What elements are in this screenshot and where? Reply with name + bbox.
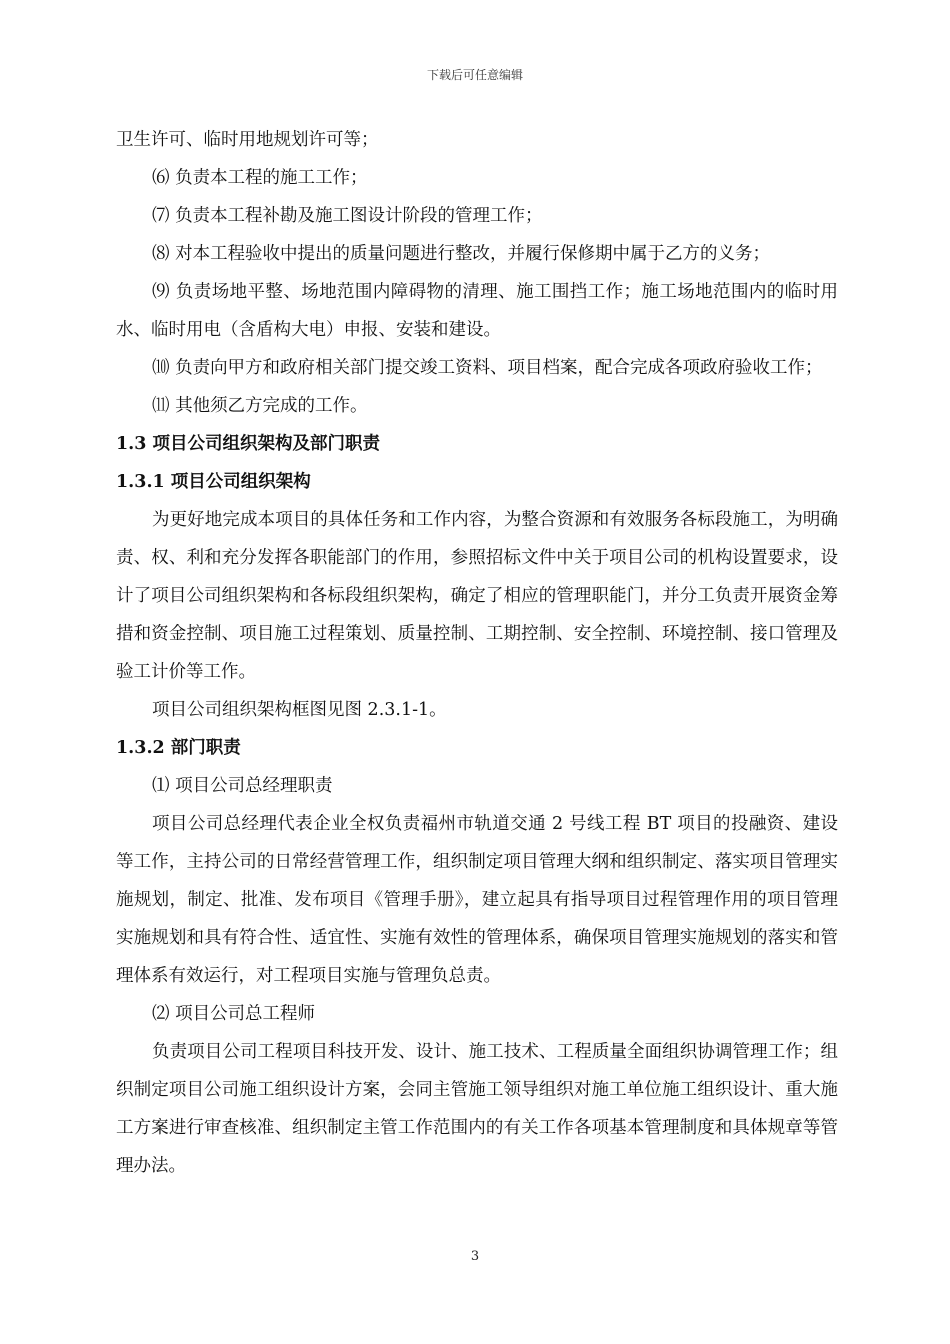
paragraph: 为更好地完成本项目的具体任务和工作内容，为整合资源和有效服务各标段施工，为明确责、权、利和充分发挥各职能部门的作用，参照招标文件中关于项目公司的机构设置要求，设计了项目公司组织架构和各标段组织架构，确定了相应的管理职能门，并分工负责开展资金筹措和资金控制、项目施工过程策划、质量控制、工期控制、安全控制、环境控制、接口管理及验工计价等工作。: [116, 510, 838, 682]
paragraph: 负责项目公司工程项目科技开发、设计、施工技术、工程质量全面组织协调管理工作；组织制定项目公司施工组织设计方案，会同主管施工领导组织对施工单位施工组织设计、重大施工方案进行审查核准、组织制定主管工作范围内的有关工作各项基本管理制度和具体规章等管理办法。: [116, 1042, 838, 1176]
list-item: ⑻ 对本工程验收中提出的质量问题进行整改，并履行保修期中属于乙方的义务；: [152, 244, 771, 264]
list-item: ⑺ 负责本工程补勘及施工图设计阶段的管理工作；: [152, 206, 543, 226]
list-item: ⑽ 负责向甲方和政府相关部门提交竣工资料、项目档案，配合完成各项政府验收工作；: [152, 358, 823, 378]
paragraph: 项目公司组织架构框图见图 2.3.1-1。: [152, 700, 447, 720]
subsection-heading: 1.3.2 部门职责: [116, 738, 241, 758]
subsection-heading: 1.3.1 项目公司组织架构: [116, 472, 311, 492]
page-number: 3: [470, 1249, 480, 1264]
paragraph: 卫生许可、临时用地规划许可等；: [116, 130, 379, 150]
list-item: ⑹ 负责本工程的施工工作；: [152, 168, 368, 188]
list-item: ⑼ 负责场地平整、场地范围内障碍物的清理、施工围挡工作；施工场地范围内的临时用水、临时用电（含盾构大电）申报、安装和建设。: [116, 282, 838, 340]
section-heading: 1.3 项目公司组织架构及部门职责: [116, 434, 381, 454]
list-item: ⑵ 项目公司总工程师: [152, 1004, 316, 1024]
page-header: 下载后可任意编辑: [426, 68, 523, 82]
paragraph: 项目公司总经理代表企业全权负责福州市轨道交通 2 号线工程 BT 项目的投融资、建设等工作，主持公司的日常经营管理工作，组织制定项目管理大纲和组织制定、落实项目管理实施规划，制定、批准、发布项目《管理手册》，建立起具有指导项目过程管理作用的项目管理实施规划和具有符合性、适宜性、实施有效性的管理体系，确保项目管理实施规划的落实和管理体系有效运行，对工程项目实施与管理负总责。: [116, 814, 838, 986]
document-body: [116, 121, 838, 1185]
list-item: ⑾ 其他须乙方完成的工作。: [152, 396, 368, 416]
list-item: ⑴ 项目公司总经理职责: [152, 776, 333, 796]
